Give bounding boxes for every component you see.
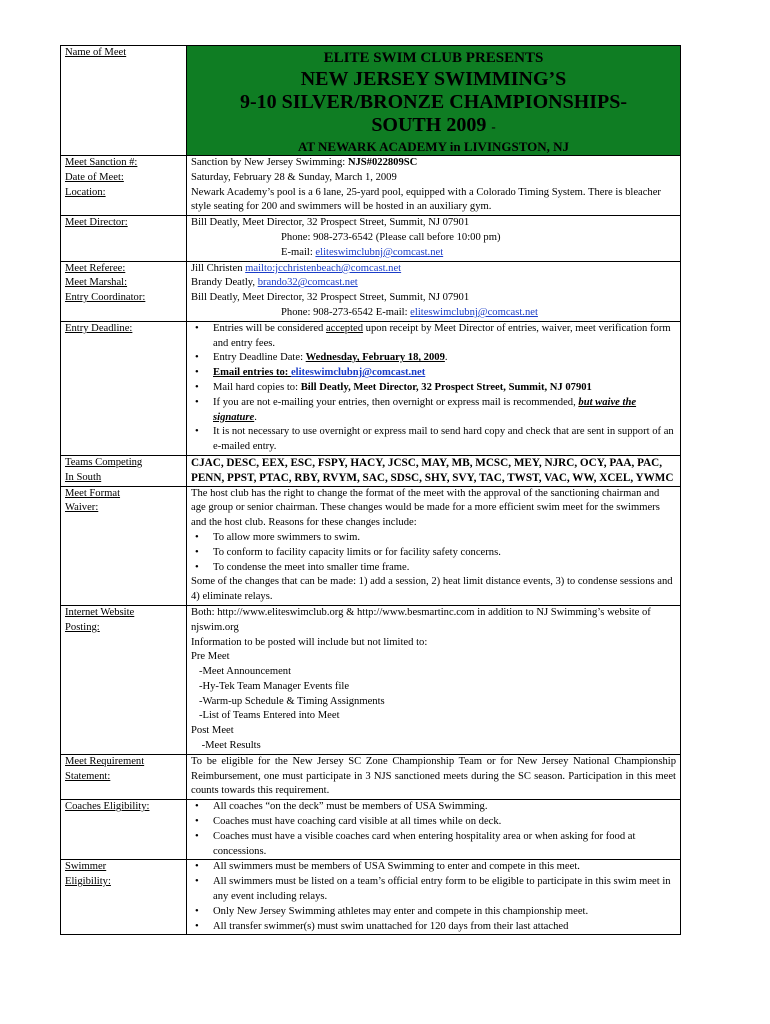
meet-announcement-document: [60, 45, 681, 976]
label-swimmer-cell: Swimmer Eligibility:: [61, 860, 187, 935]
label-coaches: Coaches Eligibility:: [65, 801, 150, 813]
label-name-of-meet: Name of Meet: [61, 46, 187, 156]
label-director-cell: [61, 216, 187, 261]
label-teams-cell: Teams Competing In South: [61, 455, 187, 486]
label-location: Location:: [65, 186, 106, 198]
row-director: [61, 216, 681, 261]
entry-email-link[interactable]: eliteswimclubnj@comcast.net: [290, 367, 426, 379]
row-officials: [61, 261, 681, 321]
website-details: Both: http://www.eliteswimclub.org & http://www.besmartinc.com in addition to NJ Swimming’s website of njswim.org Information to be posted will include but not limited to: Pre Meet -Meet Announcement -Hy-Tek Team Manager Events file -Warm-up Schedule & Timing Assignments -List of Teams Entered into Meet Post Meet -Meet Results: [187, 605, 681, 754]
label-sanction-group: [61, 156, 187, 216]
swimmer-item: • All swimmers must be members of USA Swimming to enter and compete in this meet.: [191, 860, 676, 875]
entry-bullet-email: • Email entries to: eliteswimclubnj@comcast.net: [191, 366, 676, 381]
entry-bullet-accepted: • Entries will be considered accepted upon receipt by Meet Director of entries, waiver, meet verification form and entry fees.: [191, 322, 676, 352]
entry-bullet-mail: • Mail hard copies to: Bill Deatly, Meet Director, 32 Prospect Street, Summit, NJ 07901: [191, 381, 676, 396]
row-entry-deadline: [61, 321, 681, 455]
meet-date: Saturday, February 28 & Sunday, March 1, 2009: [191, 171, 397, 183]
label-director: Meet Director:: [65, 217, 128, 229]
format-reason: • To conform to facility capacity limits or for facility safety concerns.: [191, 546, 676, 561]
label-requirement-cell: Meet Requirement Statement:: [61, 754, 187, 799]
row-sanction: [61, 156, 681, 216]
swimmer-details: [187, 860, 681, 935]
title-line-1: NEW JERSEY SWIMMING’S: [300, 68, 567, 90]
entry-deadline-date: Wednesday, February 18, 2009: [305, 352, 445, 364]
label-entry-deadline: Entry Deadline:: [65, 322, 133, 334]
label-referee: Meet Referee:: [65, 262, 126, 274]
meet-info-table: [60, 45, 681, 935]
sanction-details: [187, 156, 681, 216]
label-marshal: Meet Marshal:: [65, 277, 128, 289]
website-urls: Both: http://www.eliteswimclub.org & http://www.besmartinc.com in addition to NJ Swimming’s website of njswim.org: [191, 606, 651, 633]
officials-details: Jill Christen mailto:jcchristenbeach@comcast.net Brandy Deatly, brando32@comcast.net Bill Deatly, Meet Director, 32 Prospect Street, Summit, NJ 07901 Phone: 908-273-6542 E-mail: eliteswimclubnj@comcast.net: [187, 261, 681, 321]
row-requirement: [61, 754, 681, 799]
label-officials-group: [61, 261, 187, 321]
sanction-number: NJS#022809SC: [347, 157, 418, 168]
label-coaches-cell: [61, 800, 187, 860]
title-banner: [187, 46, 681, 156]
label-website-cell: Internet Website Posting:: [61, 605, 187, 754]
title-line-3: SOUTH 2009 -: [371, 114, 496, 136]
entry-bullet-overnight: • If you are not e-mailing your entries, then overnight or express mail is recommended, but waive the signature.: [191, 396, 676, 426]
row-name-of-meet: [61, 46, 681, 156]
coaches-item: • All coaches “on the deck” must be members of USA Swimming.: [191, 800, 676, 815]
label-entry-coordinator: Entry Coordinator:: [65, 292, 146, 304]
label-swimmer: Swimmer: [65, 861, 107, 873]
label-teams: Teams Competing: [65, 456, 143, 468]
coaches-details: [187, 800, 681, 860]
coaches-item: • Coaches must have a visible coaches card when entering hospitality area or when asking for food at concessions.: [191, 830, 676, 860]
label-format: Meet Format: [65, 487, 121, 499]
marshal-email-link[interactable]: brando32@comcast.net: [257, 277, 358, 289]
format-reason: • To condense the meet into smaller time frame.: [191, 561, 676, 576]
swimmer-item: • Only New Jersey Swimming athletes may enter and compete in this championship meet.: [191, 905, 676, 920]
entry-bullet-deadline: • Entry Deadline Date: Wednesday, February 18, 2009.: [191, 351, 676, 366]
row-swimmer: [61, 860, 681, 935]
row-website: [61, 605, 681, 754]
requirement-text: To be eligible for the New Jersey SC Zone Championship Team or for New Jersey National Championship Reimbursement, one must participate in 3 NJS sanctioned meets during the SC season. Participation in this meet counts towards this requirement.: [187, 754, 681, 799]
row-format-waiver: [61, 486, 681, 605]
teams-list: CJAC, DESC, EEX, ESC, FSPY, HACY, JCSC, MAY, MB, MCSC, MEY, NJRC, OCY, PAA, PAC, PENN, PPST, PTAC, RBY, RVYM, SAC, SDSC, SHY, SVY, TAC, TWST, VAC, WW, XCEL, YWMC: [187, 455, 681, 486]
format-details: The host club has the right to change the format of the meet with the approval of the sanctioning chairman and age group or senior chairman. These changes would be made for a more efficient swim meet for the swimmers and the host club. Reasons for these changes include: • To allow more swimmers to swim. • To conform to facility capacity limits or for facility safety concerns. • To condense the meet into smaller time frame. Some of the changes that can be made: 1) add a session, 2) heat limit distance events, 3) to condense sessions and 4) eliminate relays.: [187, 486, 681, 605]
label-requirement: Meet Requirement: [65, 755, 145, 767]
label-format-cell: Meet Format Waiver:: [61, 486, 187, 605]
label-entry-deadline-cell: [61, 321, 187, 455]
meet-subtitle: AT NEWARK ACADEMY in LIVINGSTON, NJ: [297, 139, 570, 154]
swimmer-item: • All transfer swimmer(s) must swim unattached for 120 days from their last attached: [191, 920, 676, 935]
label-sanction: Meet Sanction #:: [65, 157, 138, 168]
row-coaches: [61, 800, 681, 860]
meet-location: Newark Academy’s pool is a 6 lane, 25-yard pool, equipped with a Colorado Timing System. There is bleacher style seating for 200 and swimmers will be hosted in an auxiliary gym.: [191, 186, 661, 213]
coordinator-email-link[interactable]: eliteswimclubnj@comcast.net: [410, 306, 538, 318]
format-reason: • To allow more swimmers to swim.: [191, 531, 676, 546]
sanction-line: Sanction by New Jersey Swimming: NJS#022809SC: [191, 157, 418, 168]
title-line-2: 9-10 SILVER/BRONZE CHAMPIONSHIPS-: [239, 91, 628, 113]
row-teams: [61, 455, 681, 486]
director-details: Bill Deatly, Meet Director, 32 Prospect Street, Summit, NJ 07901 Phone: 908-273-6542 (Please call before 10:00 pm) E-mail: eliteswimclubnj@comcast.net: [187, 216, 681, 261]
entry-details: [187, 321, 681, 455]
label-website: Internet Website: [65, 606, 135, 618]
coaches-item: • Coaches must have coaching card visible at all times while on deck.: [191, 815, 676, 830]
swimmer-item: • All swimmers must be listed on a team’s official entry form to be eligible to participate in this swim meet in any event including relays.: [191, 875, 676, 905]
referee-email-link[interactable]: mailto:jcchristenbeach@comcast.net: [245, 262, 402, 274]
entry-bullet-not-necessary: • It is not necessary to use overnight or express mail to send hard copy and check that are sent in support of an e-mailed entry.: [191, 425, 676, 455]
label-date: Date of Meet:: [65, 171, 124, 183]
presents-heading: ELITE SWIM CLUB PRESENTS: [323, 50, 544, 66]
director-email-link[interactable]: eliteswimclubnj@comcast.net: [315, 246, 444, 258]
